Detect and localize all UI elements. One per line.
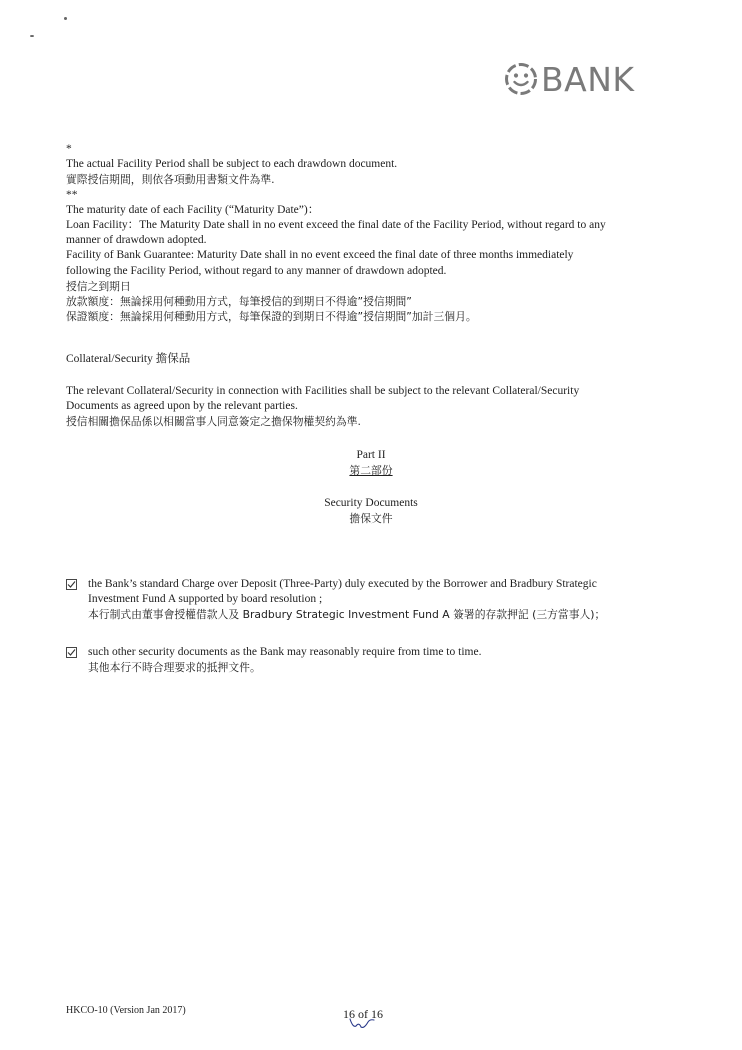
scan-speck [30, 35, 34, 37]
security-documents-title: Security Documents [324, 497, 418, 509]
logo-text: BANK [541, 59, 635, 99]
guarantee-facility-text: following the Facility Period, without regard to any manner of drawdown adopted. [66, 264, 447, 277]
maturity-date-heading-zh: 授信之到期日 [66, 279, 131, 293]
security-item-text [88, 577, 688, 623]
page-number: 16 of 16 [343, 1007, 383, 1021]
security-item-text [88, 645, 688, 675]
collateral-text: Documents as agreed upon by the relevant parties. [66, 400, 298, 413]
security-documents-title-zh: 擔保文件 [349, 512, 393, 526]
part-heading [0, 448, 742, 478]
security-documents-heading [0, 496, 742, 526]
handwritten-initials-icon [348, 1016, 376, 1030]
facility-period-note-zh: 實際授信期間，則依各項動用書類文件為準. [66, 173, 275, 187]
loan-facility-text: manner of drawdown adopted. [66, 234, 207, 247]
scan-speck [64, 17, 67, 20]
collateral-heading: Collateral/Security 擔保品 [66, 353, 191, 365]
checked-box-icon [66, 579, 77, 590]
bank-logo [503, 58, 635, 100]
security-item-line-zh: 其他本行不時合理要求的抵押文件。 [88, 661, 261, 675]
collateral-text-zh: 授信相關擔保品係以相關當事人同意簽定之擔保物權契約為準. [66, 415, 361, 429]
security-item [66, 645, 686, 677]
collateral-text: The relevant Collateral/Security in connection with Facilities shall be subject to the relevant Collateral/Security [66, 385, 580, 397]
smiley-face-icon [503, 61, 539, 97]
footnote-marker: * [66, 143, 72, 155]
part-title-zh: 第二部份 [349, 464, 393, 478]
loan-facility-text-zh: 放款額度：無論採用何種動用方式，每筆授信的到期日不得逾”授信期間” [66, 295, 412, 309]
form-code: HKCO-10 (Version Jan 2017) [66, 1005, 186, 1016]
maturity-date-heading: The maturity date of each Facility (“Maturity Date”)： [66, 203, 320, 216]
guarantee-facility-text-zh: 保證額度：無論採用何種動用方式，每筆保證的到期日不得逾”授信期間”加計三個月。 [66, 310, 477, 324]
collateral-body [66, 384, 666, 430]
security-item-line-zh: 本行制式由董事會授權借款人及 Bradbury Strategic Investment Fund A 簽署的存款押記 (三方當事人)； [88, 608, 606, 622]
security-item-line: the Bank’s standard Charge over Deposit (Three-Party) duly executed by the Borrower and Bradbury Strategic [88, 578, 597, 590]
security-item [66, 577, 686, 625]
footnote-marker: ** [66, 188, 78, 201]
facility-notes [66, 142, 666, 324]
security-item-line: Investment Fund A supported by board resolution ; [88, 593, 323, 606]
part-title: Part II [356, 449, 386, 461]
facility-period-note: The actual Facility Period shall be subject to each drawdown document. [66, 158, 398, 171]
loan-facility-text: Loan Facility：The Maturity Date shall in no event exceed the final date of the Facility Period, without regard to any [66, 219, 606, 232]
security-item-line: such other security documents as the Bank may reasonably require from time to time. [88, 646, 482, 658]
guarantee-facility-text: Facility of Bank Guarantee: Maturity Date shall in no event exceed the final date of three months immediately [66, 249, 574, 262]
checked-box-icon [66, 647, 77, 658]
collateral-heading-block [66, 352, 666, 367]
